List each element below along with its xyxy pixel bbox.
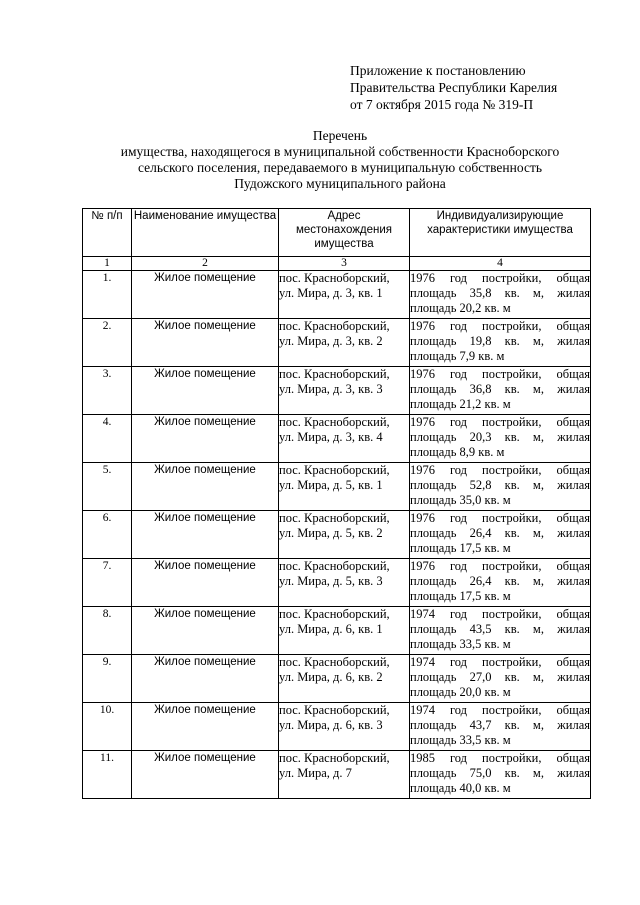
property-characteristics: 1976 год постройки, общая площадь 36,8 кв. м, жилая площадь 21,2 кв. м: [410, 367, 591, 415]
property-address: [279, 751, 410, 799]
header-number: № п/п: [83, 209, 132, 257]
row-number: 8.: [83, 607, 132, 655]
row-number: 7.: [83, 559, 132, 607]
property-characteristics: 1976 год постройки, общая площадь 26,4 кв. м, жилая площадь 17,5 кв. м: [410, 559, 591, 607]
row-number: 10.: [83, 703, 132, 751]
address-line: пос. Красноборский,: [279, 319, 390, 333]
property-name: Жилое помещение: [132, 511, 279, 559]
column-number: 3: [279, 257, 410, 271]
table-row: [83, 271, 591, 319]
column-number: 4: [410, 257, 591, 271]
address-line: ул. Мира, д. 3, кв. 3: [279, 382, 383, 396]
address-line: ул. Мира, д. 3, кв. 4: [279, 430, 383, 444]
property-characteristics: 1974 год постройки, общая площадь 27,0 кв. м, жилая площадь 20,0 кв. м: [410, 655, 591, 703]
title-line: Пудожского муниципального района: [234, 176, 446, 191]
property-address: [279, 367, 410, 415]
address-line: ул. Мира, д. 5, кв. 3: [279, 574, 383, 588]
property-address: [279, 703, 410, 751]
appendix-line: Приложение к постановлению: [350, 63, 526, 78]
address-line: ул. Мира, д. 3, кв. 1: [279, 286, 383, 300]
address-line: ул. Мира, д. 7: [279, 766, 352, 780]
appendix-line: от 7 октября 2015 года № 319-П: [350, 97, 534, 112]
column-number-row: [83, 257, 591, 271]
property-name: Жилое помещение: [132, 559, 279, 607]
property-name: Жилое помещение: [132, 703, 279, 751]
property-name: Жилое помещение: [132, 415, 279, 463]
address-line: пос. Красноборский,: [279, 655, 390, 669]
table-header-row: [83, 209, 591, 257]
property-address: [279, 511, 410, 559]
table-row: [83, 559, 591, 607]
property-address: [279, 559, 410, 607]
address-line: пос. Красноборский,: [279, 271, 390, 285]
row-number: 2.: [83, 319, 132, 367]
title-line: сельского поселения, передаваемого в муниципальную собственность: [138, 160, 542, 175]
document-title: [60, 128, 620, 192]
property-name: Жилое помещение: [132, 271, 279, 319]
row-number: 5.: [83, 463, 132, 511]
property-name: Жилое помещение: [132, 367, 279, 415]
property-characteristics: 1976 год постройки, общая площадь 19,8 кв. м, жилая площадь 7,9 кв. м: [410, 319, 591, 367]
row-number: 3.: [83, 367, 132, 415]
table-row: [83, 703, 591, 751]
title-line: имущества, находящегося в муниципальной собственности Красноборского: [120, 144, 560, 159]
property-table: [82, 208, 591, 799]
table-row: [83, 655, 591, 703]
address-line: пос. Красноборский,: [279, 703, 390, 717]
table-row: [83, 751, 591, 799]
title-line: Перечень: [312, 128, 368, 143]
property-characteristics: 1976 год постройки, общая площадь 26,4 кв. м, жилая площадь 17,5 кв. м: [410, 511, 591, 559]
property-name: Жилое помещение: [132, 655, 279, 703]
property-address: [279, 607, 410, 655]
table-row: [83, 463, 591, 511]
address-line: ул. Мира, д. 3, кв. 2: [279, 334, 383, 348]
address-line: ул. Мира, д. 6, кв. 1: [279, 622, 383, 636]
property-address: [279, 415, 410, 463]
table-row: [83, 415, 591, 463]
row-number: 11.: [83, 751, 132, 799]
property-characteristics: 1974 год постройки, общая площадь 43,5 кв. м, жилая площадь 33,5 кв. м: [410, 607, 591, 655]
address-line: ул. Мира, д. 5, кв. 2: [279, 526, 383, 540]
header-address: Адрес местонахождения имущества: [279, 209, 410, 257]
header-name: Наименование имущества: [132, 209, 279, 257]
table-row: [83, 511, 591, 559]
property-address: [279, 655, 410, 703]
appendix-line: Правительства Республики Карелия: [350, 80, 558, 95]
table-row: [83, 367, 591, 415]
property-address: [279, 271, 410, 319]
property-address: [279, 463, 410, 511]
property-name: Жилое помещение: [132, 463, 279, 511]
property-name: Жилое помещение: [132, 751, 279, 799]
row-number: 9.: [83, 655, 132, 703]
address-line: ул. Мира, д. 6, кв. 3: [279, 718, 383, 732]
row-number: 1.: [83, 271, 132, 319]
address-line: пос. Красноборский,: [279, 511, 390, 525]
address-line: пос. Красноборский,: [279, 463, 390, 477]
property-name: Жилое помещение: [132, 607, 279, 655]
column-number: 2: [132, 257, 279, 271]
property-address: [279, 319, 410, 367]
property-name: Жилое помещение: [132, 319, 279, 367]
table-row: [83, 319, 591, 367]
header-characteristics: Индивидуализирующие характеристики имущества: [410, 209, 591, 257]
address-line: пос. Красноборский,: [279, 607, 390, 621]
address-line: пос. Красноборский,: [279, 415, 390, 429]
row-number: 6.: [83, 511, 132, 559]
property-characteristics: 1976 год постройки, общая площадь 52,8 кв. м, жилая площадь 35,0 кв. м: [410, 463, 591, 511]
property-characteristics: 1985 год постройки, общая площадь 75,0 кв. м, жилая площадь 40,0 кв. м: [410, 751, 591, 799]
row-number: 4.: [83, 415, 132, 463]
appendix-note: [350, 62, 557, 113]
property-characteristics: 1976 год постройки, общая площадь 35,8 кв. м, жилая площадь 20,2 кв. м: [410, 271, 591, 319]
column-number: 1: [83, 257, 132, 271]
address-line: пос. Красноборский,: [279, 751, 390, 765]
property-characteristics: 1974 год постройки, общая площадь 43,7 кв. м, жилая площадь 33,5 кв. м: [410, 703, 591, 751]
property-characteristics: 1976 год постройки, общая площадь 20,3 кв. м, жилая площадь 8,9 кв. м: [410, 415, 591, 463]
table-row: [83, 607, 591, 655]
address-line: ул. Мира, д. 5, кв. 1: [279, 478, 383, 492]
address-line: ул. Мира, д. 6, кв. 2: [279, 670, 383, 684]
address-line: пос. Красноборский,: [279, 367, 390, 381]
address-line: пос. Красноборский,: [279, 559, 390, 573]
